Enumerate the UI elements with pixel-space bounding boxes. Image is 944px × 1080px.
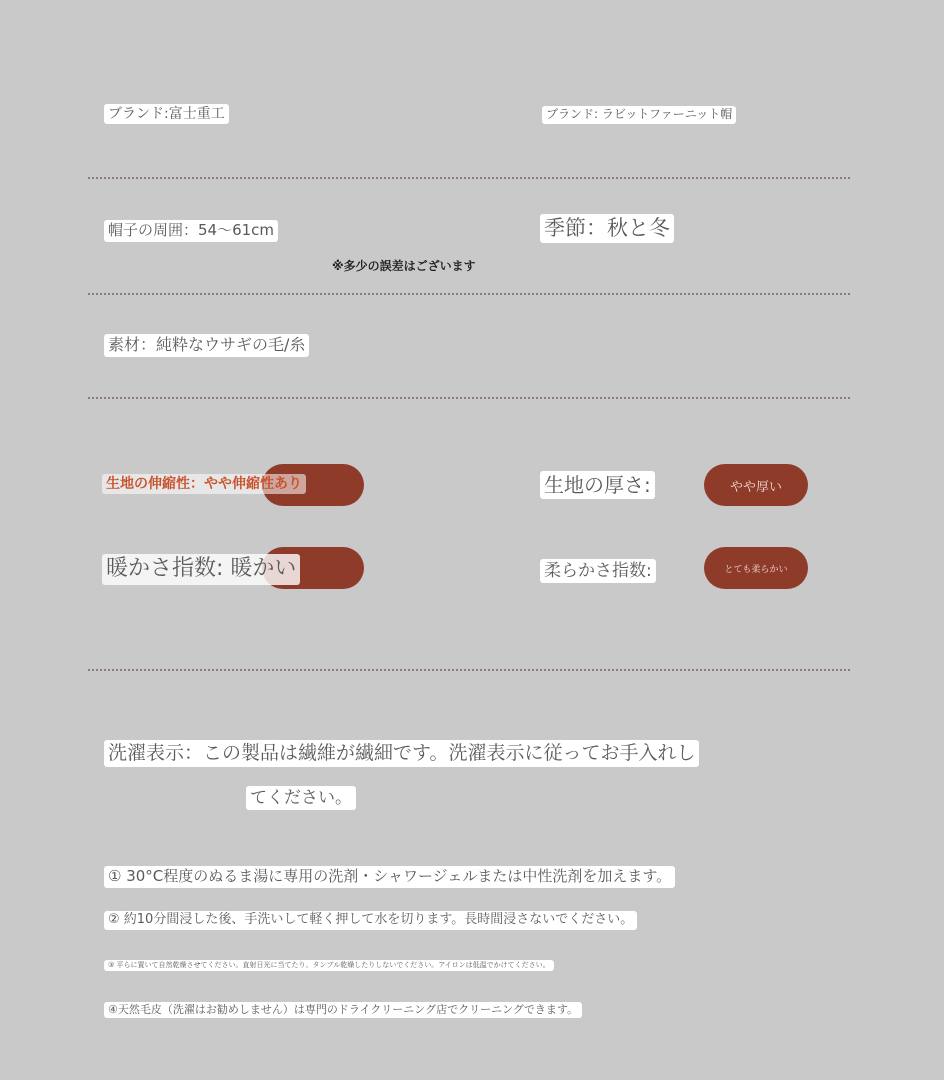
divider-2: [88, 293, 850, 295]
size-label: 帽子の周囲：54〜61cm: [104, 220, 278, 242]
thickness-pill: やや厚い: [704, 464, 808, 506]
divider-4: [88, 669, 850, 671]
material-label: 素材：純粋なウサギの毛/糸: [104, 334, 309, 357]
brand-product: ブランド: ラビットファーニット帽: [542, 106, 736, 124]
stretch-label: 生地の伸縮性：やや伸縮性あり: [102, 474, 306, 494]
care-intro-line1: 洗濯表示：この製品は繊維が繊細です。洗濯表示に従ってお手入れし: [104, 740, 699, 767]
softness-pill: とても柔らかい: [704, 547, 808, 589]
softness-label: 柔らかさ指数:: [540, 559, 656, 583]
season-label: 季節：秋と冬: [540, 214, 674, 243]
divider-3: [88, 397, 850, 399]
care-step-3: ③ 平らに置いて自然乾燥させてください。直射日光に当てたり、タンブル乾燥したりしないでください。アイロンは低温でかけてください。: [104, 960, 554, 971]
care-step-1: ① 30°C程度のぬるま湯に専用の洗剤・シャワージェルまたは中性洗剤を加えます。: [104, 866, 675, 888]
divider-1: [88, 177, 850, 179]
care-intro-line2: てください。: [246, 786, 356, 810]
brand-maker: ブランド:富士重工: [104, 104, 229, 124]
care-step-2: ② 約10分間浸した後、手洗いして軽く押して水を切ります。長時間浸さないでください。: [104, 911, 637, 930]
thickness-label: 生地の厚さ:: [540, 471, 655, 499]
warmth-label: 暖かさ指数: 暖かい: [102, 554, 300, 585]
error-note: ※多少の誤差はございます: [332, 259, 476, 273]
care-step-4: ④天然毛皮（洗濯はお勧めしません）は専門のドライクリーニング店でクリーニングできます。: [104, 1002, 582, 1018]
